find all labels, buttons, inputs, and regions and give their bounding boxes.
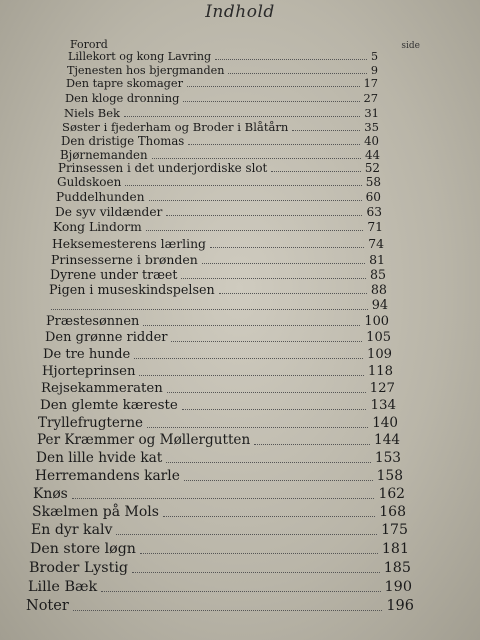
toc-entry-page: 88 [370, 282, 387, 297]
toc-entry-page: 100 [364, 314, 389, 329]
toc-entry-title: Den kloge dronning [65, 91, 180, 105]
toc-entry [32, 504, 406, 520]
dot-leader [171, 341, 362, 342]
toc-entry [65, 91, 378, 105]
toc-entry-page: 196 [386, 598, 414, 614]
toc-entry-page: 190 [384, 579, 412, 595]
dot-leader [187, 86, 360, 87]
dot-leader [166, 215, 362, 216]
toc-entry [62, 120, 379, 134]
toc-entry-title: Niels Bek [64, 106, 121, 120]
toc-entry-page: 63 [366, 205, 382, 219]
dot-leader [184, 480, 373, 481]
toc-entry-page: 118 [367, 364, 393, 379]
toc-entry-title: De tre hunde [43, 347, 131, 362]
toc-entry-title: Den lille hvide kat [36, 450, 163, 466]
toc-entry-title: Guldskoen [57, 175, 122, 189]
toc-entry [52, 236, 384, 251]
toc-entry [28, 579, 412, 595]
toc-entry-page: 81 [369, 252, 385, 267]
toc-entry [49, 282, 387, 297]
toc-entry-page: 44 [364, 148, 380, 162]
toc-entry-title: Prinsessen i det underjordiske slot [58, 161, 268, 175]
toc-entry-title: De syv vildænder [55, 205, 163, 219]
toc-entry-title: Bjørnemanden [60, 148, 148, 162]
toc-entry [67, 64, 378, 77]
toc-entry-page: 5 [370, 50, 378, 63]
dot-leader [292, 130, 360, 131]
toc-entry [58, 161, 380, 175]
dot-leader [124, 116, 360, 117]
toc-entry-title: Lillekort og kong Lavring [68, 50, 212, 63]
dot-leader [210, 247, 364, 248]
toc-entry [29, 560, 411, 576]
toc-entry [66, 77, 378, 90]
toc-entry-title: Puddelhunden [56, 190, 145, 204]
toc-entry-page: 94 [371, 298, 388, 313]
toc-entry [31, 522, 408, 538]
toc-entry-title: Den dristige Thomas [61, 134, 185, 148]
toc-entry [33, 486, 405, 502]
toc-entry-page: 175 [381, 522, 408, 538]
toc-entry-page: 162 [378, 486, 405, 502]
toc-entry [68, 50, 378, 63]
toc-entry [50, 267, 386, 282]
dot-leader [182, 409, 367, 410]
toc-entry [46, 314, 389, 329]
toc-entry-title: Skælmen på Mols [32, 504, 159, 520]
dot-leader [166, 462, 371, 463]
toc-entry-page: 153 [374, 450, 401, 466]
toc-entry-title: Præstesønnen [46, 314, 140, 329]
toc-entry [40, 398, 396, 413]
toc-entry-title: Prinsesserne i brønden [51, 252, 198, 267]
toc-entry-title: Den store løgn [30, 541, 136, 557]
toc-entry-page: 185 [383, 560, 411, 576]
dot-leader [51, 309, 368, 310]
dot-leader [215, 59, 367, 60]
toc-entry-title: Kong Lindorm [53, 220, 142, 234]
toc-entry-title: Noter [26, 598, 69, 614]
toc-entry-title: Dyrene under træet [50, 267, 178, 282]
dot-leader [167, 392, 366, 393]
toc-entry-page: 71 [367, 220, 383, 234]
toc-entry-title: Pigen i museskindspelsen [49, 282, 215, 297]
page-column-label: side [401, 41, 420, 51]
toc-entry-page: 60 [365, 190, 381, 204]
toc-entry [45, 330, 391, 345]
toc-entry-title: Broder Lystig [29, 560, 129, 576]
toc-entry-page: 140 [372, 415, 398, 431]
toc-entry-title: Knøs [33, 486, 68, 502]
toc-entry [36, 450, 401, 466]
dot-leader [125, 185, 361, 186]
toc-entry-page: 35 [364, 120, 379, 134]
dot-leader [72, 498, 375, 499]
toc-entry [35, 468, 403, 484]
toc-entry [55, 205, 382, 219]
toc-entry [42, 364, 393, 379]
toc-entry-page: 168 [379, 504, 406, 520]
toc-entry [41, 381, 395, 396]
toc-entry [56, 190, 381, 204]
toc-entry-page: 40 [364, 134, 379, 148]
toc-entry-page: 127 [369, 381, 395, 396]
toc-entry-page: 85 [369, 267, 386, 282]
toc-entry [38, 415, 398, 431]
dot-leader [101, 591, 380, 592]
toc-entry-page: 134 [370, 398, 396, 413]
toc-entry-title: Per Kræmmer og Møllergutten [37, 432, 251, 448]
toc-entry-page: 9 [370, 64, 378, 77]
dot-leader [254, 444, 370, 445]
toc-entry-title: Rejsekammeraten [41, 381, 163, 396]
toc-entry-page: 105 [366, 330, 391, 345]
dot-leader [228, 73, 366, 74]
dot-leader [271, 171, 361, 172]
toc-entry-title: En dyr kalv [31, 522, 113, 538]
toc-entry-title: Hjorteprinsen [42, 364, 136, 379]
toc-entry-title: Herremandens karle [35, 468, 180, 484]
toc-entry [61, 134, 379, 148]
toc-entry-page: 74 [368, 236, 384, 251]
toc-entry-title: Den grønne ridder [45, 330, 168, 345]
toc-entry [51, 252, 385, 267]
toc-entry [26, 598, 414, 614]
toc-entry [47, 298, 388, 313]
toc-entry [64, 106, 379, 120]
toc-entry [30, 541, 409, 557]
toc-entry-page: 58 [365, 175, 381, 189]
dot-leader [219, 293, 367, 294]
toc-entry [53, 220, 383, 234]
dot-leader [163, 516, 375, 517]
toc-entry-title: Søster i fjederham og Broder i Blåtårn [62, 120, 289, 134]
toc-entry-page: 144 [374, 432, 400, 448]
dot-leader [134, 358, 363, 359]
toc-entry-page: 17 [363, 77, 378, 90]
dot-leader [147, 427, 368, 428]
toc-entry-page: 181 [381, 541, 409, 557]
dot-leader [116, 534, 377, 535]
toc-entry-title: Heksemesterens lærling [52, 236, 206, 251]
toc-entry [43, 347, 392, 362]
dot-leader [188, 144, 360, 145]
toc-entry [60, 148, 380, 162]
dot-leader [139, 375, 363, 376]
dot-leader [146, 230, 364, 231]
toc-entry-title: Den glemte kæreste [40, 398, 178, 413]
toc-entry-title: Tryllefrugterne [38, 415, 144, 431]
toc-entry-title: Forord [70, 38, 108, 51]
dot-leader [143, 325, 360, 326]
toc-entry-title: Tjenesten hos bjergmanden [67, 64, 225, 77]
toc-entry-title: Lille Bæk [28, 579, 98, 595]
toc-entry [57, 175, 381, 189]
dot-leader [149, 200, 362, 201]
toc-entry-page: 31 [364, 106, 379, 120]
dot-leader [132, 572, 380, 573]
toc-entry-title: Den tapre skomager [66, 77, 184, 90]
dot-leader [152, 158, 361, 159]
toc-entry [37, 432, 400, 448]
dot-leader [140, 553, 378, 554]
toc-entry-page: 52 [364, 161, 380, 175]
dot-leader [183, 101, 359, 102]
dot-leader [202, 263, 365, 264]
toc-entry-page: 158 [376, 468, 403, 484]
page-title: Indhold [205, 2, 275, 22]
toc-entry-page: 109 [367, 347, 392, 362]
dot-leader [181, 278, 366, 279]
dot-leader [73, 610, 383, 611]
toc-entry-page: 27 [363, 91, 378, 105]
